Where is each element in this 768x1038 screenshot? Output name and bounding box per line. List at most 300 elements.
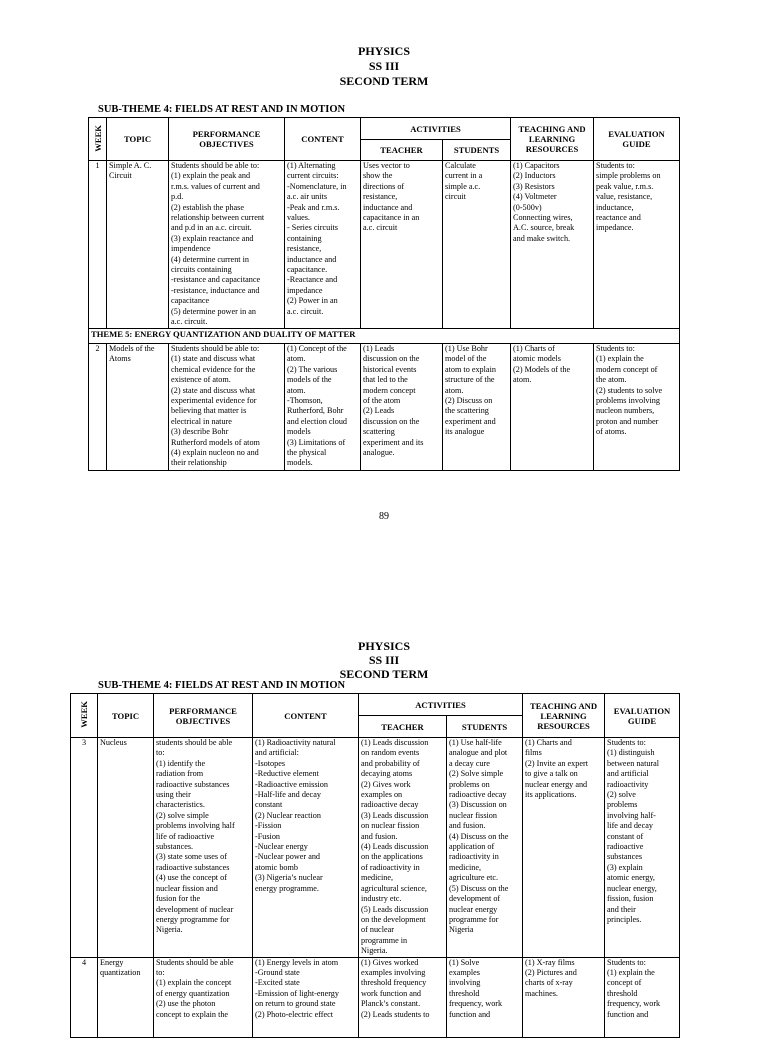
cell-line: (1) Concept of the (287, 344, 347, 353)
header-content: CONTENT (285, 118, 361, 161)
cell-line: development of (449, 894, 501, 904)
cell-line: constant (255, 800, 283, 810)
cell-line: Rutherford models of atom (171, 437, 260, 447)
cell-line: (3) explain (607, 862, 643, 872)
cell-line: (4) determine current in (171, 254, 249, 264)
content-cell (285, 344, 361, 471)
cell-line: reactance and (596, 213, 641, 223)
cell-line: principles. (607, 914, 642, 924)
cell-line: (2) students to solve (596, 385, 663, 395)
cell-line: life and decay (607, 821, 653, 831)
page2-curriculum-table (70, 693, 680, 1038)
header-objectives: PERFORMANCE OBJECTIVES (154, 694, 253, 738)
cell-line: quantization (100, 967, 141, 977)
cell-line: (4) use the concept of (156, 873, 227, 883)
header-week: WEEK (89, 118, 107, 161)
cell-line: resistance, (287, 244, 322, 254)
cell-line: (1) Charts of (513, 344, 555, 353)
cell-line: Nucleus (100, 738, 127, 747)
cell-line: - Series circuits (287, 223, 338, 233)
cell-line: (1) Use Bohr (445, 344, 488, 353)
cell-line: (2) Nuclear reaction (255, 810, 321, 820)
cell-line: -Half-life and decay (255, 790, 321, 800)
cell-line: (1) Charts and (525, 738, 572, 747)
cell-line: p.d. (171, 192, 184, 202)
topic-cell (107, 344, 169, 471)
cell-line: its applications. (525, 790, 577, 800)
objectives-cell (169, 161, 285, 329)
page1-title-term: SECOND TERM (339, 74, 429, 88)
content-cell (253, 738, 359, 958)
cell-line: chemical evidence for the (171, 364, 256, 374)
cell-line: (3) Discussion on (449, 800, 507, 810)
cell-line: models (287, 427, 311, 437)
objectives-cell (154, 957, 253, 1037)
page2-subtheme: SUB-THEME 4: FIELDS AT REST AND IN MOTION (98, 680, 346, 691)
cell-line: Nigeria. (156, 925, 183, 935)
cell-line: (3) state some uses of (156, 852, 227, 862)
cell-line: application of (449, 842, 495, 852)
cell-line: (5) Discuss on the (449, 883, 509, 893)
cell-line: (4) Leads discussion (361, 842, 429, 852)
cell-line: experimental evidence for (171, 396, 257, 406)
cell-line: threshold (449, 988, 480, 998)
theme-heading: THEME 5: ENERGY QUANTIZATION AND DUALITY OF MATTER (89, 329, 680, 344)
cell-line: containing (287, 233, 322, 243)
cell-line: on random events (361, 748, 420, 758)
cell-line: on return to ground state (255, 999, 336, 1009)
header-students: STUDENTS (447, 716, 523, 738)
cell-line: -Thomson, (287, 396, 323, 406)
cell-line: (1) explain the concept (156, 978, 232, 988)
cell-line: Simple A. C. (109, 161, 152, 170)
cell-line: nucleon numbers, (596, 406, 655, 416)
student-activity-cell (443, 161, 511, 329)
cell-line: examples on (361, 790, 403, 800)
cell-line: on the applications (361, 852, 423, 862)
cell-line: (3) Resistors (513, 181, 555, 191)
cell-line: simple problems on (596, 171, 661, 181)
cell-line: experiment and its (363, 437, 424, 447)
cell-line: -resistance and capacitance (171, 275, 261, 285)
table-row (71, 957, 680, 1037)
cell-line: scattering (363, 427, 395, 437)
cell-line: simple a.c. (445, 181, 481, 191)
cell-line: to: (156, 967, 165, 977)
resources-cell (523, 738, 605, 958)
cell-line: Nigeria. (361, 946, 388, 956)
cell-line: work function and (361, 988, 422, 998)
cell-line: circuits containing (171, 265, 232, 275)
page2-title-class: SS III (368, 653, 400, 667)
cell-line: atom to explain (445, 364, 496, 374)
cell-line: development of nuclear (156, 904, 234, 914)
cell-line: Students should be able (156, 957, 234, 967)
cell-line: atom. (445, 385, 464, 395)
header-week: WEEK (71, 694, 98, 738)
cell-line: and fusion. (449, 821, 486, 831)
cell-line: (1) X-ray films (525, 957, 575, 967)
cell-line: (1) distinguish (607, 748, 655, 758)
cell-line: radioactive decay (449, 790, 507, 800)
cell-line: (1) Radioactivity natural (255, 738, 336, 747)
cell-line: analogue. (363, 448, 395, 458)
cell-line: (2) solve simple (156, 810, 209, 820)
page1-title-class: SS III (368, 59, 400, 73)
cell-line: show the (363, 171, 393, 181)
header-activities: ACTIVITIES (361, 118, 511, 140)
cell-line: atom. (287, 354, 306, 364)
cell-line: existence of atom. (171, 375, 231, 385)
cell-line: modern concept of (596, 364, 658, 374)
cell-line: energy programme for (156, 914, 230, 924)
cell-line: -Excited state (255, 978, 300, 988)
cell-line: Circuit (109, 171, 132, 181)
cell-line: the physical (287, 448, 327, 458)
cell-line: threshold frequency (361, 978, 427, 988)
cell-line: nuclear energy and (525, 779, 588, 789)
cell-line: current circuits: (287, 171, 339, 181)
resources-cell (523, 957, 605, 1037)
cell-line: agriculture etc. (449, 873, 499, 883)
table-row (89, 344, 680, 471)
cell-line: -Fission (255, 821, 282, 831)
cell-line: (4) Voltmeter (513, 192, 557, 202)
cell-line: capacitance (171, 296, 210, 306)
cell-line: (3) describe Bohr (171, 427, 229, 437)
cell-line: radiation from (156, 769, 204, 779)
cell-line: Connecting wires, (513, 213, 573, 223)
cell-line: Students to: (607, 738, 646, 747)
cell-line: -Nuclear energy (255, 842, 308, 852)
cell-line: (2) establish the phase (171, 202, 244, 212)
cell-line: models. (287, 458, 313, 468)
cell-line: radioactive (607, 842, 644, 852)
cell-line: substances (607, 852, 643, 862)
cell-line: proton and number (596, 416, 659, 426)
evaluation-cell (605, 738, 680, 958)
objectives-cell (169, 344, 285, 471)
cell-line: and their (607, 904, 636, 914)
cell-line: frequency, work (449, 999, 503, 1009)
cell-line: atomic energy, (607, 873, 655, 883)
cell-line: a decay cure (449, 758, 490, 768)
cell-line: -Reductive element (255, 769, 319, 779)
page2-title-term: SECOND TERM (339, 667, 429, 681)
cell-line: nuclear energy, (607, 883, 657, 893)
cell-line: films (525, 748, 542, 758)
evaluation-cell (594, 344, 680, 471)
cell-line: (1) Gives worked (361, 957, 419, 967)
header-resources: TEACHING AND LEARNING RESOURCES (523, 694, 605, 738)
cell-line: machines. (525, 988, 558, 998)
cell-line: examples involving (361, 967, 426, 977)
cell-line: function and (607, 1009, 649, 1019)
cell-line: problems involving half (156, 821, 235, 831)
cell-line: values. (287, 213, 310, 223)
cell-line: frequency, work (607, 999, 661, 1009)
cell-line: industry etc. (361, 894, 402, 904)
evaluation-cell (605, 957, 680, 1037)
cell-line: problems (607, 800, 638, 810)
cell-line: between natural (607, 758, 660, 768)
cell-line: atomic bomb (255, 862, 298, 872)
cell-line: a.c. circuit. (171, 317, 208, 327)
cell-line: and probability of (361, 758, 420, 768)
cell-line: energy programme. (255, 883, 319, 893)
cell-line: radioactivity in (449, 852, 499, 862)
cell-line: Nigeria (449, 925, 474, 935)
teacher-activity-cell (359, 738, 447, 958)
cell-line: current in a (445, 171, 483, 181)
cell-line: radioactivity (607, 779, 649, 789)
cell-line: (2) Discuss on (445, 396, 493, 406)
table-row (89, 161, 680, 329)
cell-line: (4) explain nucleon no and (171, 448, 259, 458)
cell-line: peak value, r.m.s. (596, 181, 654, 191)
cell-line: modern concept (363, 385, 416, 395)
cell-line: function and (449, 1009, 491, 1019)
cell-line: -Reactance and (287, 275, 338, 285)
student-activity-cell (443, 344, 511, 471)
header-objectives: PERFORMANCE OBJECTIVES (169, 118, 285, 161)
cell-line: radioactive substances (156, 862, 230, 872)
cell-line: -Ground state (255, 967, 300, 977)
cell-line: (3) Nigeria’s nuclear (255, 873, 323, 883)
cell-line: of radioactivity in (361, 862, 420, 872)
cell-line: Students to: (596, 161, 635, 170)
topic-cell (98, 957, 154, 1037)
cell-line: a.c. circuit. (287, 306, 324, 316)
cell-line: (2) solve (607, 790, 636, 800)
cell-line: Students to: (607, 957, 646, 967)
resources-cell (511, 161, 594, 329)
cell-line: experiment and (445, 416, 496, 426)
cell-line: (2) Leads students to (361, 1009, 430, 1019)
cell-line: Rutherford, Bohr (287, 406, 344, 416)
cell-line: involving (449, 978, 481, 988)
cell-line: inductance and (363, 202, 413, 212)
cell-line: impedance. (596, 223, 634, 233)
header-evaluation: EVALUATION GUIDE (594, 118, 680, 161)
cell-line: A.C. source, break (513, 223, 575, 233)
cell-line: threshold (607, 988, 638, 998)
cell-line: (1) state and discuss what (171, 354, 256, 364)
cell-line: the scattering (445, 406, 489, 416)
cell-line: fission, fusion (607, 894, 654, 904)
cell-line: (1) explain the (607, 967, 655, 977)
cell-line: problems involving (596, 396, 660, 406)
cell-line: Planck’s constant. (361, 999, 421, 1009)
cell-line: (2) Models of the (513, 364, 571, 374)
content-cell (253, 957, 359, 1037)
header-activities: ACTIVITIES (359, 694, 523, 716)
cell-line: capacitance. (287, 265, 328, 275)
cell-line: -Peak and r.m.s. (287, 202, 340, 212)
cell-line: on the development (361, 914, 426, 924)
cell-line: (3) explain reactance and (171, 233, 254, 243)
cell-line: (5) Leads discussion (361, 904, 429, 914)
cell-line: programme in (361, 935, 408, 945)
cell-line: circuit (445, 192, 466, 202)
cell-line: -Nuclear power and (255, 852, 321, 862)
cell-line: and p.d in an a.c. circuit. (171, 223, 252, 233)
cell-line: Uses vector to (363, 161, 410, 170)
cell-line: a.c. air units (287, 192, 328, 202)
resources-cell (511, 344, 594, 471)
cell-line: structure of the (445, 375, 495, 385)
cell-line: of nuclear (361, 925, 394, 935)
cell-line: (1) Capacitors (513, 161, 560, 170)
cell-line: (1) Energy levels in atom (255, 957, 339, 967)
cell-line: value, resistance, (596, 192, 653, 202)
cell-line: (2) Photo-electric effect (255, 1009, 334, 1019)
cell-line: fusion for the (156, 894, 201, 904)
cell-line: inductance and (287, 254, 337, 264)
cell-line: believing that matter is (171, 406, 247, 416)
cell-line: (2) use the photon (156, 999, 216, 1009)
cell-line: its analogue (445, 427, 485, 437)
cell-line: to give a talk on (525, 769, 578, 779)
cell-line: (3) Leads discussion (361, 810, 429, 820)
cell-line: students should be able (156, 738, 233, 747)
cell-line: Calculate (445, 161, 476, 170)
page1-title-subject: PHYSICS (357, 44, 410, 58)
cell-line: impendence (171, 244, 211, 254)
cell-line: life of radioactive (156, 831, 215, 841)
cell-line: medicine, (449, 862, 482, 872)
cell-line: their relationship (171, 458, 227, 468)
cell-line: (2) state and discuss what (171, 385, 256, 395)
teacher-activity-cell (359, 957, 447, 1037)
cell-line: (2) Pictures and (525, 967, 577, 977)
cell-line: medicine, (361, 873, 394, 883)
page1-subtheme: SUB-THEME 4: FIELDS AT REST AND IN MOTION (98, 104, 346, 115)
cell-line: -Radioactive emission (255, 779, 328, 789)
page1-curriculum-table (88, 117, 680, 471)
cell-line: (1) Solve (449, 957, 480, 967)
cell-line: concept to explain the (156, 1009, 229, 1019)
cell-line: (1) explain the peak and (171, 171, 251, 181)
cell-line: electrical in nature (171, 416, 232, 426)
cell-line: atomic models (513, 354, 561, 364)
week-number: 3 (71, 738, 98, 958)
cell-line: inductance, (596, 202, 634, 212)
cell-line: (3) Limitations of (287, 437, 346, 447)
cell-line: (1) identify the (156, 758, 206, 768)
cell-line: discussion on the (363, 416, 420, 426)
cell-line: model of the (445, 354, 487, 364)
cell-line: of atoms. (596, 427, 627, 437)
cell-line: (1) Use half-life (449, 738, 502, 747)
cell-line: of energy quantization (156, 988, 230, 998)
cell-line: radioactive substances (156, 779, 230, 789)
cell-line: directions of (363, 181, 405, 191)
header-topic: TOPIC (107, 118, 169, 161)
cell-line: that led to the (363, 375, 408, 385)
evaluation-cell (594, 161, 680, 329)
student-activity-cell (447, 957, 523, 1037)
cell-line: Models of the (109, 344, 155, 353)
cell-line: nuclear fission and (156, 883, 218, 893)
cell-line: (2) Leads (363, 406, 395, 416)
cell-line: Students should be able to: (171, 161, 260, 170)
cell-line: Energy (100, 957, 124, 967)
cell-line: (0-500v) (513, 202, 542, 212)
cell-line: substances. (156, 842, 194, 852)
header-teacher: TEACHER (359, 716, 447, 738)
teacher-activity-cell (361, 344, 443, 471)
cell-line: (1) explain the (596, 354, 644, 364)
cell-line: (1) Leads (363, 344, 395, 353)
header-content: CONTENT (253, 694, 359, 738)
cell-line: characteristics. (156, 800, 205, 810)
cell-line: Students should be able to: (171, 344, 260, 353)
cell-line: and artificial (607, 769, 649, 779)
cell-line: (2) Inductors (513, 171, 556, 181)
cell-line: r.m.s. values of current and (171, 181, 260, 191)
cell-line: Students to: (596, 344, 635, 353)
cell-line: radioactive decay (361, 800, 419, 810)
cell-line: (4) Discuss on the (449, 831, 509, 841)
cell-line: a.c. circuit (363, 223, 398, 233)
cell-line: Atoms (109, 354, 131, 364)
cell-line: the atom. (596, 375, 627, 385)
cell-line: decaying atoms (361, 769, 413, 779)
cell-line: concept of (607, 978, 642, 988)
header-topic: TOPIC (98, 694, 154, 738)
cell-line: on nuclear fission (361, 821, 420, 831)
cell-line: and artificial: (255, 748, 299, 758)
cell-line: resistance, (363, 192, 398, 202)
cell-line: (2) Solve simple (449, 769, 504, 779)
cell-line: constant of (607, 831, 644, 841)
page-number: 89 (379, 511, 389, 522)
cell-line: to: (156, 748, 165, 758)
cell-line: involving half- (607, 810, 656, 820)
cell-line: -Emission of light-energy (255, 988, 339, 998)
cell-line: problems on (449, 779, 490, 789)
cell-line: and election cloud (287, 416, 348, 426)
cell-line: and make switch. (513, 233, 571, 243)
cell-line: programme for (449, 914, 499, 924)
cell-line: relationship between current (171, 213, 265, 223)
week-number: 2 (89, 344, 107, 471)
cell-line: -Isotopes (255, 758, 286, 768)
cell-line: examples (449, 967, 480, 977)
cell-line: of the atom (363, 396, 401, 406)
cell-line: (1) Alternating (287, 161, 336, 170)
cell-line: (5) determine power in an (171, 306, 257, 316)
cell-line: atom. (513, 375, 532, 385)
cell-line: atom. (287, 385, 306, 395)
cell-line: (2) Gives work (361, 779, 411, 789)
cell-line: nuclear energy (449, 904, 498, 914)
cell-line: agricultural science, (361, 883, 427, 893)
week-number: 4 (71, 957, 98, 1037)
cell-line: capacitance in an (363, 213, 420, 223)
cell-line: (2) Invite an expert (525, 758, 588, 768)
student-activity-cell (447, 738, 523, 958)
cell-line: and fusion. (361, 831, 398, 841)
cell-line: (2) The various (287, 364, 338, 374)
header-teacher: TEACHER (361, 140, 443, 161)
content-cell (285, 161, 361, 329)
header-evaluation: EVALUATION GUIDE (605, 694, 680, 738)
cell-line: discussion on the (363, 354, 420, 364)
page2-title-subject: PHYSICS (357, 639, 410, 653)
cell-line: nuclear fission (449, 810, 497, 820)
